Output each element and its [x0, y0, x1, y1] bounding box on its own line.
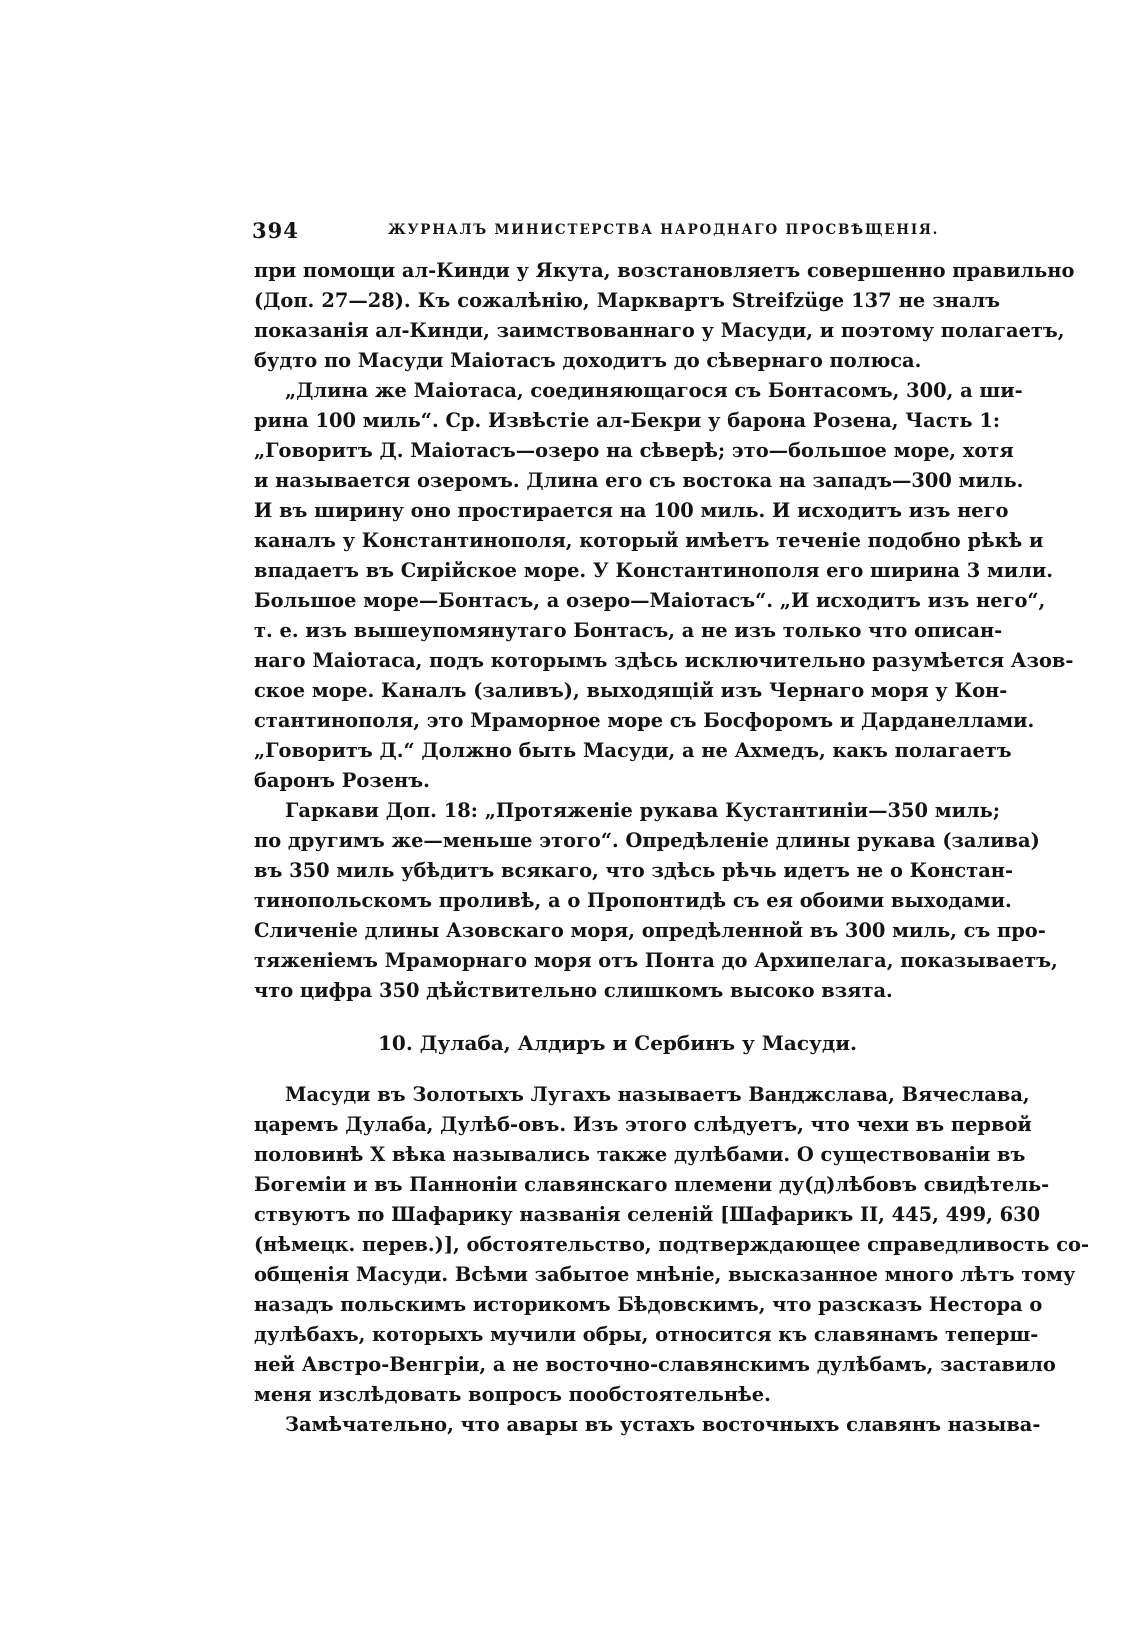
text-line: Замѣчательно, что авары въ устахъ восточныхъ славянъ называ-: [285, 1413, 1041, 1436]
section-heading: 10. Дулаба, Алдиръ и Сербинъ у Масуди.: [378, 1031, 857, 1055]
text-line: ское море. Каналъ (заливъ), выходящій изъ Чернаго моря у Кон-: [254, 679, 1008, 702]
text-line: тинопольскомъ проливѣ, а о Пропонтидѣ съ ея обоими выходами.: [254, 889, 1012, 912]
text-line: назадъ польскимъ историкомъ Бѣдовскимъ, что разсказъ Нестора о: [254, 1293, 1043, 1316]
text-line: общенія Масуди. Всѣми забытое мнѣніе, высказанное много лѣтъ тому: [254, 1263, 1076, 1286]
text-line: наго Маіотаса, подъ которымъ здѣсь исключительно разумѣется Азов-: [254, 649, 1074, 672]
text-line: (Доп. 27—28). Къ сожалѣнію, Марквартъ Streifzüge 137 не зналъ: [254, 289, 1000, 312]
text-line: что цифра 350 дѣйствительно слишкомъ высоко взята.: [254, 979, 893, 1002]
text-line: въ 350 миль убѣдитъ всякаго, что здѣсь рѣчь идетъ не о Констан-: [254, 859, 1014, 882]
text-line: при помощи ал-Кинди у Якута, возстановляетъ совершенно правильно: [254, 259, 1075, 282]
page-header: [252, 218, 940, 248]
text-line: меня изслѣдовать вопросъ пообстоятельнѣе.: [254, 1383, 771, 1406]
text-line: т. е. изъ вышеупомянутаго Бонтасъ, а не изъ только что описан-: [254, 619, 1003, 642]
text-line: ней Австро-Венгріи, а не восточно-славянскимъ дулѣбамъ, заставило: [254, 1353, 1056, 1376]
text-line: Большое море—Бонтасъ, а озеро—Маіотасъ“. „И исходитъ изъ него“,: [254, 589, 1046, 612]
text-line: Масуди въ Золотыхъ Лугахъ называетъ Ванджслава, Вячеслава,: [285, 1083, 1030, 1106]
text-line: „Говоритъ Д. Маіотасъ—озеро на сѣверѣ; это—большое море, хотя: [254, 439, 1014, 462]
text-line: каналъ у Константинополя, который имѣетъ теченіе подобно рѣкѣ и: [254, 529, 1044, 552]
text-line: будто по Масуди Маіотасъ доходитъ до сѣвернаго полюса.: [254, 349, 922, 372]
text-line: ствуютъ по Шафарику названія селеній [Шафарикъ II, 445, 499, 630: [254, 1203, 1041, 1226]
text-line: стантинополя, это Мраморное море съ Босфоромъ и Дарданеллами.: [254, 709, 1035, 732]
text-line: Богеміи и въ Панноніи славянскаго племени ду(д)лѣбовъ свидѣтель-: [254, 1173, 1050, 1196]
text-line: половинѣ X вѣка назывались также дулѣбами. О существованіи въ: [254, 1143, 1026, 1166]
text-line: рина 100 миль“. Ср. Извѣстіе ал-Бекри у барона Розена, Часть 1:: [254, 409, 1000, 432]
text-line: и называется озеромъ. Длина его съ востока на западъ—300 миль.: [254, 469, 1024, 492]
text-line: показанія ал-Кинди, заимствованнаго у Масуди, и поэтому полагаетъ,: [254, 319, 1065, 342]
page-number: 394: [252, 218, 299, 243]
running-title: ЖУРНАЛЪ МИНИСТЕРСТВА НАРОДНАГО ПРОСВѢЩЕНІЯ.: [388, 222, 940, 238]
text-line: „Длина же Маіотаса, соединяющагося съ Бонтасомъ, 300, а ши-: [285, 379, 1023, 402]
text-line: тяженіемъ Мраморнаго моря отъ Понта до Архипелага, показываетъ,: [254, 949, 1058, 972]
text-line: дулѣбахъ, которыхъ мучили обры, относится къ славянамъ теперш-: [254, 1323, 1039, 1346]
text-line: Гаркави Доп. 18: „Протяженіе рукава Кустантиніи—350 миль;: [285, 799, 1000, 822]
text-line: по другимъ же—меньше этого“. Опредѣленіе длины рукава (залива): [254, 829, 1040, 852]
text-line: И въ ширину оно простирается на 100 миль. И исходитъ изъ него: [254, 499, 1009, 522]
text-line: (нѣмецк. перев.)], обстоятельство, подтверждающее справедливость со-: [254, 1233, 1089, 1256]
text-line: царемъ Дулаба, Дулѣб-овъ. Изъ этого слѣдуетъ, что чехи въ первой: [254, 1113, 1032, 1136]
text-line: „Говоритъ Д.“ Должно быть Масуди, а не Ахмедъ, какъ полагаетъ: [254, 739, 1012, 762]
text-line: впадаетъ въ Сирійское море. У Константинополя его ширина 3 мили.: [254, 559, 1053, 582]
text-line: Сличеніе длины Азовскаго моря, опредѣленной въ 300 миль, съ про-: [254, 919, 1046, 942]
text-line: баронъ Розенъ.: [254, 769, 430, 792]
